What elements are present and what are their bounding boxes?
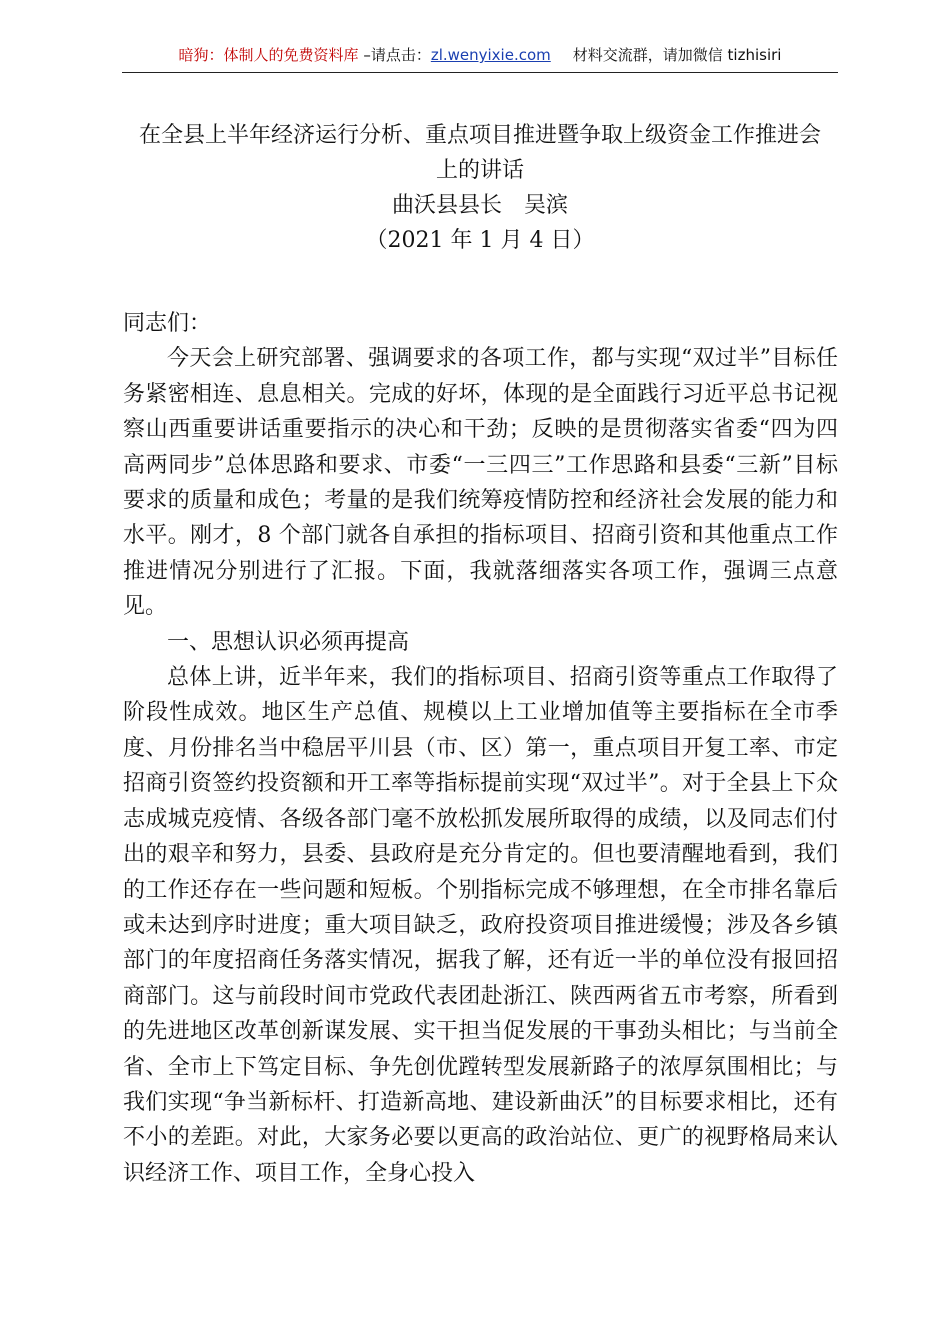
paragraph-1: 今天会上研究部署、强调要求的各项工作，都与实现“双过半”目标任务紧密相连、息息相关。完成的好坏，体现的是全面践行习近平总书记视察山西重要讲话重要指示的决心和干劲；反映的是贯彻落实省委“四为四高两同步”总体思路和要求、市委“一三四三”工作思路和县委“三新”目标要求的质量和成色；考量的是我们统筹疫情防控和经济社会发展的能力和水平。刚才，8 个部门就各自承担的指标项目、招商引资和其他重点工作推进情况分别进行了汇报。下面，我就落细落实各项工作，强调三点意见。	[123, 346, 838, 620]
page-header	[122, 44, 838, 73]
header-brand: 暗狗：体制人的免费资料库	[178, 46, 359, 64]
paragraph-2: 总体上讲，近半年来，我们的指标项目、招商引资等重点工作取得了阶段性成效。地区生产总值、规模以上工业增加值等主要指标在全市季度、月份排名当中稳居平川县（市、区）第一，重点项目开复工率、市定招商引资签约投资额和开工率等指标提前实现“双过半”。对于全县上下众志成城克疫情、各级各部门毫不放松抓发展所取得的成绩，以及同志们付出的艰辛和努力，县委、县政府是充分肯定的。但也要清醒地看到，我们的工作还存在一些问题和短板。个别指标完成不够理想，在全市排名靠后或未达到序时进度；重大项目缺乏，政府投资项目推进缓慢；涉及各乡镇部门的年度招商任务落实情况，据我了解，还有近一半的单位没有报回招商部门。这与前段时间市党政代表团赴浙江、陕西两省五市考察，所看到的先进地区改革创新谋发展、实干担当促发展的干事劲头相比；与当前全省、全市上下笃定目标、争先创优蹚转型发展新路子的浓厚氛围相比；与我们实现“争当新标杆、打造新高地、建设新曲沃”的目标要求相比，还有不小的差距。对此，大家务必要以更高的政治站位、更广的视野格局来认识经济工作、项目工作，全身心投入	[123, 665, 838, 1186]
date-line: （2021 年 1 月 4 日）	[365, 228, 595, 253]
title-line-2: 上的讲话	[435, 158, 524, 183]
document-body	[123, 306, 838, 1191]
header-prompt: –请点击：	[358, 46, 431, 64]
header-link[interactable]: zl.wenyixie.com	[430, 46, 551, 64]
speaker-line: 曲沃县县长 吴滨	[391, 193, 568, 218]
section-1-heading: 一、思想认识必须再提高	[167, 629, 410, 655]
salutation: 同志们：	[123, 311, 212, 336]
header-note: 材料交流群，请加微信 tizhisiri	[572, 46, 782, 64]
title-line-1: 在全县上半年经济运行分析、重点项目推进暨争取上级资金工作推进会	[138, 123, 821, 148]
document-title-block	[100, 118, 860, 258]
